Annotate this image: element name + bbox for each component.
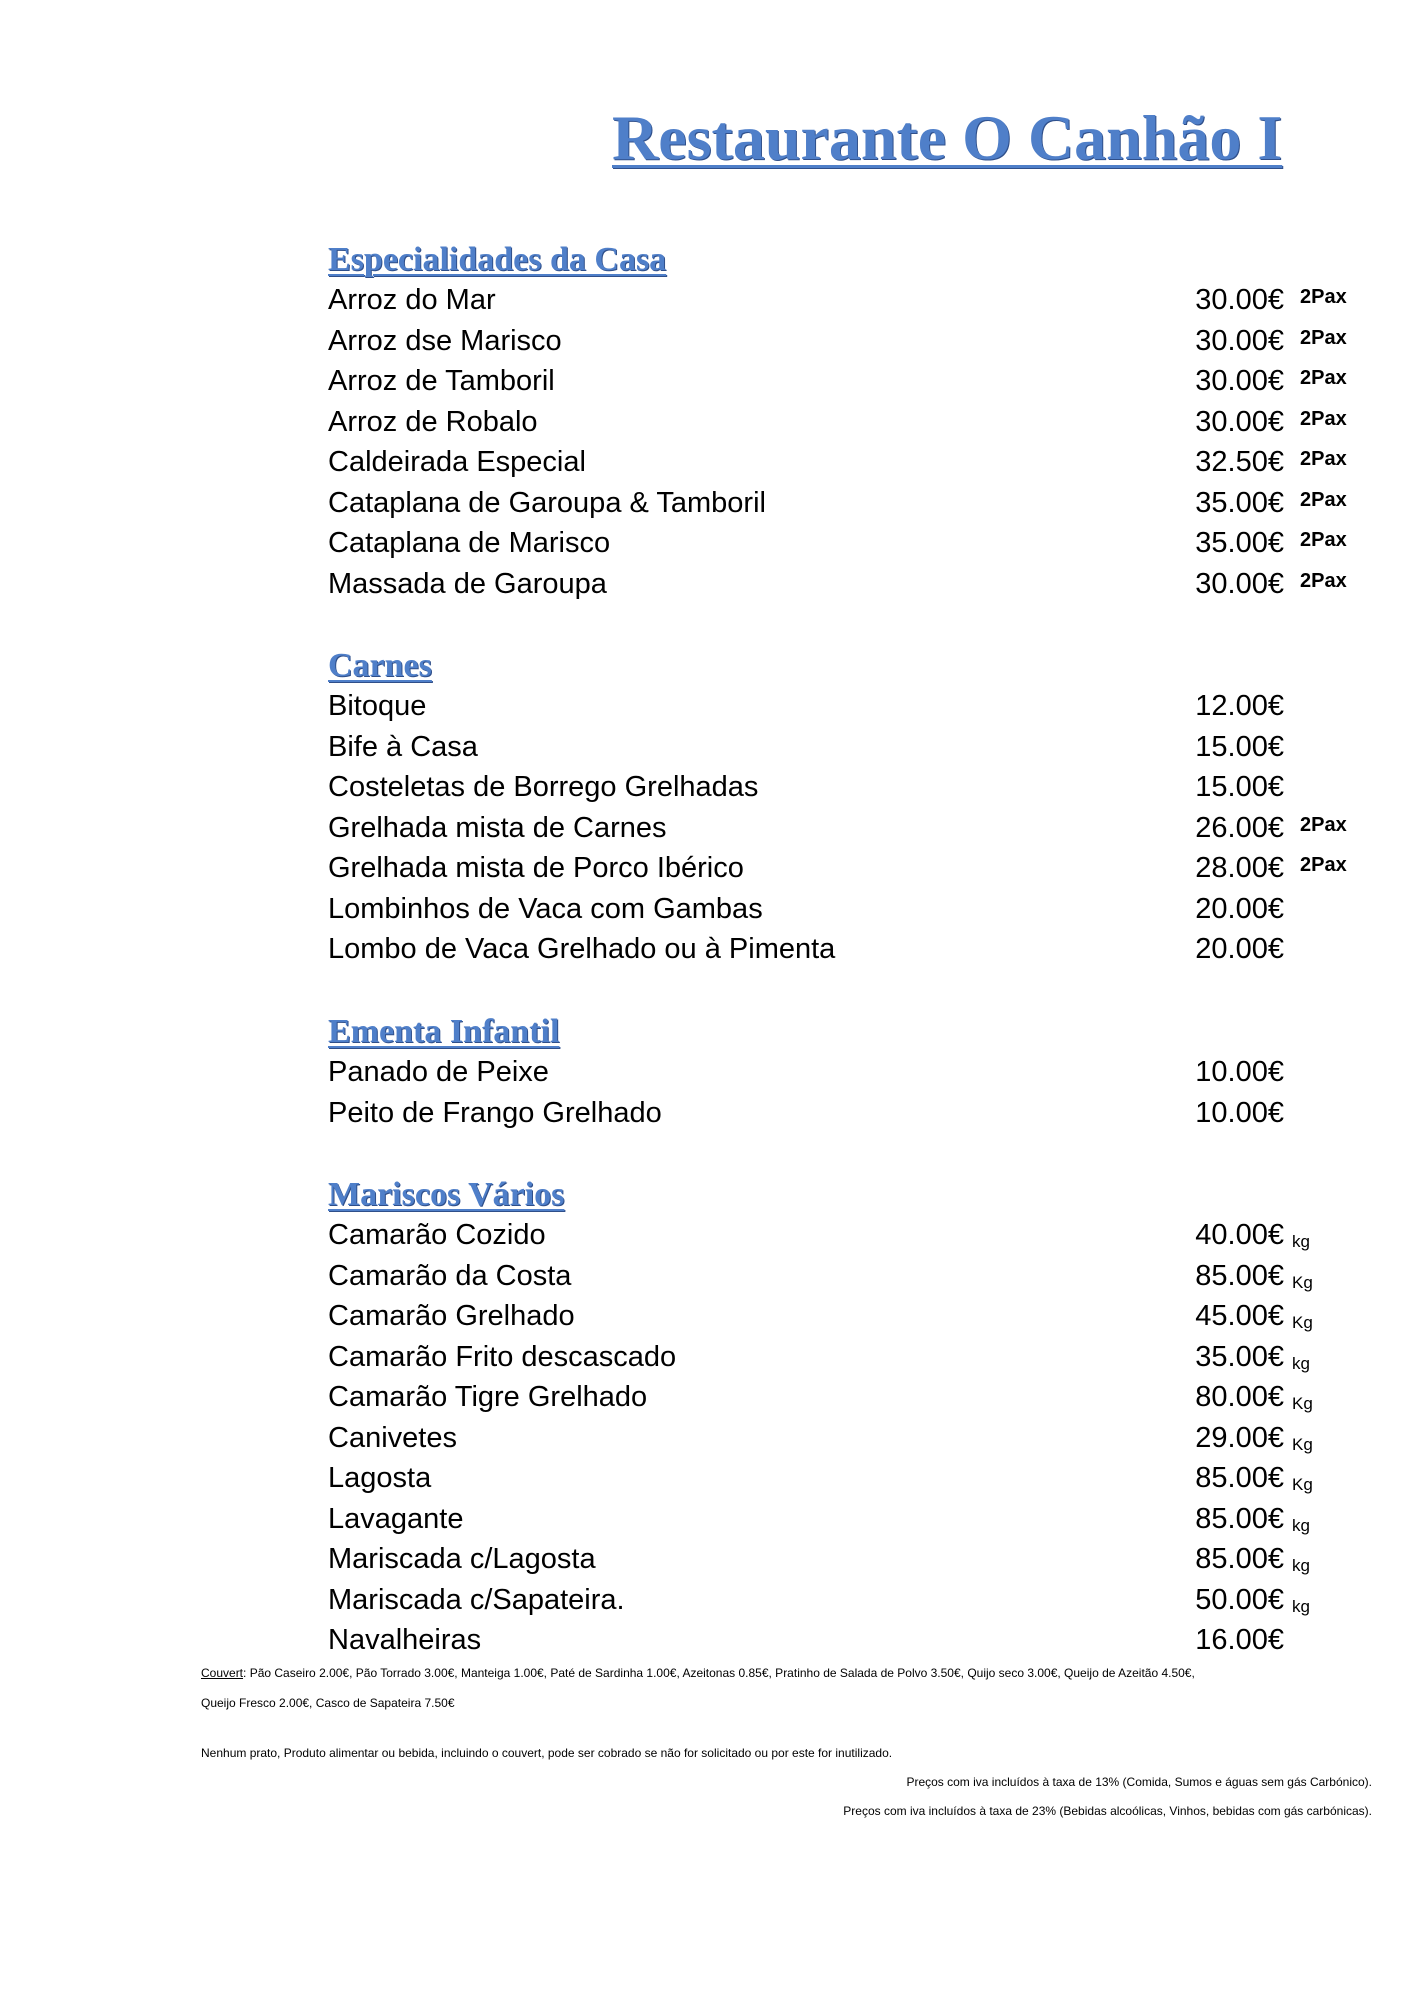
item-name: Arroz de Robalo: [328, 405, 538, 438]
item-unit: kg: [1292, 1556, 1310, 1575]
item-name: Camarão Cozido: [328, 1219, 546, 1251]
menu-item: [328, 808, 1347, 849]
item-price: 85.00€: [1195, 1543, 1284, 1575]
section-title: Ementa Infantil: [328, 1013, 560, 1050]
item-unit: 2Pax: [1300, 488, 1347, 511]
item-unit: Kg: [1292, 1434, 1313, 1454]
item-price: 29.00€: [1195, 1421, 1284, 1454]
item-name: Cataplana de Garoupa & Tamboril: [328, 486, 766, 519]
item-price: 85.00€: [1195, 1502, 1284, 1535]
menu-item: [328, 686, 1328, 727]
section-carnes: [328, 646, 1347, 970]
item-name: Navalheiras: [328, 1624, 482, 1656]
menu-item: [328, 442, 1347, 483]
item-price: 30.00€: [1195, 567, 1284, 600]
item-unit: 2Pax: [1300, 407, 1347, 430]
section-ementa-infantil: [328, 1012, 1328, 1133]
item-name: Camarão da Costa: [328, 1259, 572, 1292]
menu-item: [328, 1539, 1328, 1580]
menu-item: [328, 1620, 1328, 1661]
item-unit: kg: [1292, 1232, 1310, 1251]
section-title: Mariscos Vários: [328, 1176, 565, 1213]
item-unit: 2Pax: [1300, 529, 1347, 551]
section-especialidades: [328, 240, 1347, 604]
item-name: Costeletas de Borrego Grelhadas: [328, 771, 759, 803]
item-name: Panado de Peixe: [328, 1056, 549, 1088]
item-price: 10.00€: [1195, 1056, 1284, 1088]
item-unit: 2Pax: [1300, 569, 1347, 592]
item-name: Grelhada mista de Porco Ibérico: [328, 852, 744, 884]
menu-item: [328, 1418, 1328, 1459]
section-mariscos: [328, 1175, 1328, 1661]
item-unit: Kg: [1292, 1394, 1313, 1413]
menu-item: [328, 929, 1328, 970]
item-unit: 2Pax: [1300, 448, 1347, 470]
item-price: 20.00€: [1195, 933, 1284, 965]
menu-item: [328, 1256, 1328, 1297]
menu-item: [328, 1377, 1328, 1418]
item-unit: kg: [1292, 1515, 1310, 1535]
item-unit: 2Pax: [1300, 367, 1347, 389]
item-unit: Kg: [1292, 1313, 1313, 1332]
menu-item: [328, 1052, 1328, 1093]
item-name: Arroz do Mar: [328, 284, 496, 316]
item-price: 10.00€: [1195, 1096, 1284, 1129]
item-unit: kg: [1292, 1596, 1310, 1616]
menu-item: [328, 1337, 1328, 1378]
item-name: Arroz de Tamboril: [328, 365, 555, 397]
item-unit: kg: [1292, 1353, 1310, 1373]
item-unit: 2Pax: [1300, 813, 1347, 836]
tax-23-note: Preços com iva incluídos à taxa de 23% (Bebidas alcoólicas, Vinhos, bebidas com gás carbónicas).: [843, 1804, 1372, 1818]
couvert-label: Couvert: [201, 1666, 244, 1680]
item-name: Camarão Tigre Grelhado: [328, 1381, 648, 1413]
item-unit: 2Pax: [1300, 286, 1347, 308]
menu-item: [328, 767, 1328, 808]
item-price: 85.00€: [1195, 1462, 1284, 1494]
menu-item: [328, 1093, 1328, 1134]
menu-item: [328, 280, 1347, 321]
item-price: 12.00€: [1195, 690, 1284, 722]
menu-item: [328, 321, 1347, 362]
restaurant-title: Restaurante O Canhão I: [612, 102, 1283, 173]
item-price: 80.00€: [1195, 1381, 1284, 1413]
section-title: Especialidades da Casa: [328, 241, 667, 278]
couvert-line: [201, 1665, 1195, 1681]
couvert-text: : Pão Caseiro 2.00€, Pão Torrado 3.00€, Manteiga 1.00€, Paté de Sardinha 1.00€, Azeitonas 0.85€, Pratinho de Salada de Polvo 3.50€, Quijo seco 3.00€, Queijo de Azeitão 4.50€,: [243, 1666, 1195, 1680]
item-price: 30.00€: [1195, 284, 1284, 316]
item-price: 30.00€: [1195, 324, 1284, 357]
menu-item: [328, 889, 1328, 930]
notice-text: Nenhum prato, Produto alimentar ou bebida, incluindo o couvert, pode ser cobrado se não for solicitado ou por este for inutilizado.: [201, 1746, 893, 1760]
item-name: Bitoque: [328, 690, 427, 722]
item-price: 40.00€: [1195, 1219, 1284, 1251]
item-name: Camarão Frito descascado: [328, 1340, 677, 1373]
item-name: Massada de Garoupa: [328, 567, 607, 600]
item-name: Grelhada mista de Carnes: [328, 811, 667, 844]
menu-item: [328, 483, 1347, 524]
item-price: 85.00€: [1195, 1259, 1284, 1292]
item-name: Arroz dse Marisco: [328, 324, 562, 357]
item-name: Mariscada c/Sapateira.: [328, 1583, 625, 1616]
couvert-line-2: Queijo Fresco 2.00€, Casco de Sapateira 7.50€: [201, 1696, 455, 1710]
item-price: 35.00€: [1195, 1340, 1284, 1373]
item-price: 45.00€: [1195, 1300, 1284, 1332]
menu-item: [328, 1215, 1328, 1256]
item-name: Camarão Grelhado: [328, 1300, 575, 1332]
item-price: 26.00€: [1195, 811, 1284, 844]
menu-item: [328, 402, 1347, 443]
item-unit: Kg: [1292, 1475, 1313, 1494]
item-price: 16.00€: [1195, 1624, 1284, 1656]
item-name: Mariscada c/Lagosta: [328, 1543, 596, 1575]
item-unit: 2Pax: [1300, 326, 1347, 349]
menu-item: [328, 1499, 1328, 1540]
tax-13-note: Preços com iva incluídos à taxa de 13% (Comida, Sumos e águas sem gás Carbónico).: [906, 1775, 1372, 1789]
menu-item: [328, 564, 1347, 605]
item-price: 35.00€: [1195, 486, 1284, 519]
item-price: 15.00€: [1195, 771, 1284, 803]
item-price: 20.00€: [1195, 892, 1284, 925]
menu-item: [328, 848, 1347, 889]
item-name: Bife à Casa: [328, 730, 478, 763]
section-title: Carnes: [328, 647, 432, 684]
item-unit: 2Pax: [1300, 854, 1347, 876]
menu-item: [328, 1458, 1328, 1499]
menu-item: [328, 361, 1347, 402]
item-price: 30.00€: [1195, 405, 1284, 438]
item-price: 28.00€: [1195, 852, 1284, 884]
item-name: Canivetes: [328, 1421, 457, 1454]
item-name: Lombinhos de Vaca com Gambas: [328, 892, 763, 925]
item-name: Caldeirada Especial: [328, 446, 586, 478]
menu-item: [328, 1580, 1328, 1621]
item-name: Lombo de Vaca Grelhado ou à Pimenta: [328, 933, 836, 965]
menu-item: [328, 523, 1347, 564]
item-price: 30.00€: [1195, 365, 1284, 397]
item-price: 35.00€: [1195, 527, 1284, 559]
item-unit: Kg: [1292, 1272, 1313, 1292]
item-name: Lavagante: [328, 1502, 464, 1535]
item-name: Peito de Frango Grelhado: [328, 1096, 662, 1129]
item-price: 50.00€: [1195, 1583, 1284, 1616]
menu-item: [328, 1296, 1328, 1337]
item-name: Cataplana de Marisco: [328, 527, 611, 559]
item-price: 32.50€: [1195, 446, 1284, 478]
item-price: 15.00€: [1195, 730, 1284, 763]
item-name: Lagosta: [328, 1462, 432, 1494]
menu-item: [328, 727, 1328, 768]
